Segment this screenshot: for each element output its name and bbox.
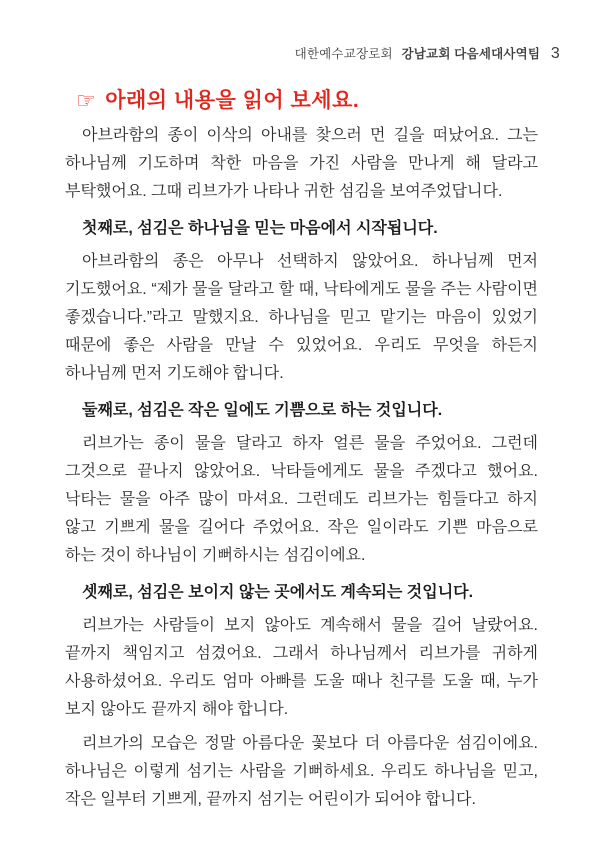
header-team-name: 강남교회 다음세대사역팀 [401,47,541,61]
page-header [65,44,560,63]
lesson-body [65,122,538,820]
pointing-hand-icon: ☞ [76,88,97,113]
intro-paragraph: 아브라함의 종이 이삭의 아내를 찾으러 먼 길을 떠났어요. 그는 하나님께 기도하며 착한 마음을 가진 사람을 만나게 해 달라고 부탁했어요. 그때 리브가가 나타나 귀한 섬김을 보여주었답니다. [65,127,538,200]
header-organization: 대한예수교장로회 [294,47,393,61]
page-number: 3 [550,45,560,62]
section-title-text: 아래의 내용을 읽어 보세요. [105,89,360,112]
first-point-paragraph: 아브라함의 종은 아무나 선택하지 않았어요. 하나님께 먼저 기도했어요. “제가 물을 달라고 할 때, 낙타에게도 물을 주는 사람이면 좋겠습니다.”라고 말했지요. 하나님을 믿고 맡기는 마음이 있었기 때문에 좋은 사람을 만날 수 있었어요. 우리도 무엇을 하든지 하나님께 먼저 기도해야 합니다. [65,253,538,382]
subheading-third-point: 셋째로, 섬김은 보이지 않는 곳에서도 계속되는 것입니다. [82,584,474,601]
second-point-paragraph: 리브가는 종이 물을 달라고 하자 얼른 물을 주었어요. 그런데 그것으로 끝나지 않았어요. 낙타들에게도 물을 주겠다고 했어요. 낙타는 물을 아주 많이 마셔요. 그런데도 리브가는 힘들다고 하지 않고 기쁘게 물을 길어다 주었어요. 작은 일이라도 기쁜 마음으로 하는 것이 하나님이 기뻐하시는 섬김이에요. [65,435,538,564]
third-point-paragraph: 리브가는 사람들이 보지 않아도 계속해서 물을 길어 날랐어요. 끝까지 책임지고 섬겼어요. 그래서 하나님께서 리브가를 귀하게 사용하셨어요. 우리도 엄마 아빠를 도울 때나 친구를 도울 때, 누가 보지 않아도 끝까지 해야 합니다. [65,617,538,718]
section-title [76,84,560,114]
subheading-second-point: 둘째로, 섬김은 작은 일에도 기쁨으로 하는 것입니다. [82,402,443,419]
conclusion-paragraph: 리브가의 모습은 정말 아름다운 꽃보다 더 아름다운 섬김이에요. 하나님은 이렇게 섬기는 사람을 기뻐하세요. 우리도 하나님을 믿고, 작은 일부터 기쁘게, 끝까지 섬기는 어린이가 되어야 합니다. [65,735,538,808]
subheading-first-point: 첫째로, 섬김은 하나님을 믿는 마음에서 시작됩니다. [82,220,438,237]
